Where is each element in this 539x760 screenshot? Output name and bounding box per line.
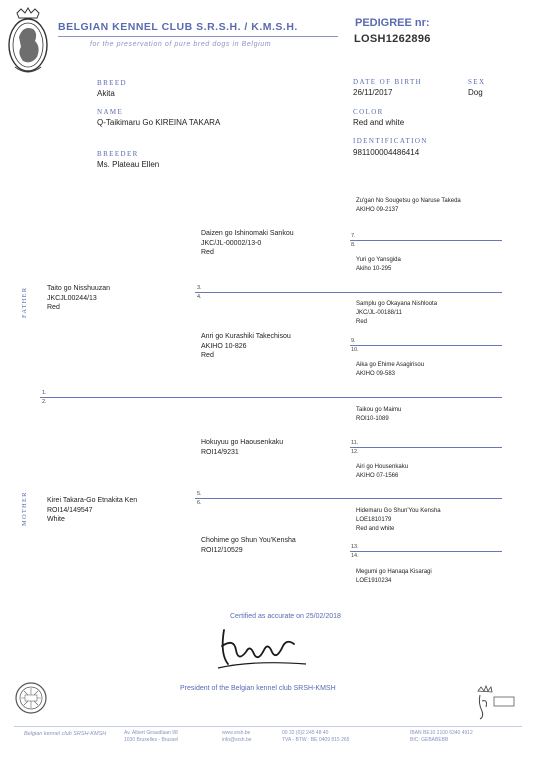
ggp-mfm-entry — [356, 463, 408, 481]
line-number-1: 1. — [42, 390, 47, 396]
paternal-grandfather-reg: JKC/JL-00002/13-0 — [201, 239, 262, 247]
fci-emblem-icon — [14, 681, 48, 715]
footer-email: info@srsh.be — [222, 737, 252, 743]
ggp-fff-reg: AKIHO 09-2137 — [356, 207, 399, 213]
ggp-mmm-reg: LOE1910234 — [356, 578, 392, 584]
father-color: Red — [47, 304, 60, 311]
line-number-5: 5. — [197, 491, 202, 497]
ggp-mmm-entry — [356, 568, 432, 586]
line-number-9: 9. — [351, 338, 356, 344]
name-label: NAME — [97, 108, 124, 116]
footer-phone: 00 32 (0)2 245 48 40 — [282, 730, 329, 736]
dob-value: 26/11/2017 — [353, 88, 393, 97]
footer-bank — [410, 730, 473, 744]
breeder-value: Ms. Plateau Ellen — [97, 160, 160, 169]
color-value: Red and white — [353, 118, 405, 127]
breed-label: BREED — [97, 79, 127, 87]
pedigree-line-11 — [350, 447, 502, 448]
sex-value: Dog — [468, 88, 483, 97]
ggp-mmf-name: Hidemaru Go Shun'You Kensha — [356, 508, 441, 514]
maternal-grandmother-reg: ROI12/10529 — [201, 546, 243, 554]
breeder-label: BREEDER — [97, 150, 139, 158]
paternal-grandmother-reg: AKIHO 10-826 — [201, 342, 247, 350]
footer-vat: TVA - BTW : BE 0409 815 265 — [282, 737, 350, 743]
pedigree-line-3 — [195, 292, 502, 293]
maternal-grandfather-name: Hokuyuu go Haousenkaku — [201, 439, 284, 446]
ggp-ffm-reg: Akiho 10-295 — [356, 266, 392, 272]
footer-iban: IBAN BE10 2100 6340 4912 — [410, 730, 473, 736]
pedigree-line-9 — [350, 345, 502, 346]
breed-value: Akita — [97, 89, 115, 98]
ggp-ffm-name: Yuri go Yansgida — [356, 257, 401, 263]
maternal-grandmother-name: Chohime go Shun You'Kensha — [201, 537, 296, 544]
mother-entry — [47, 496, 137, 525]
fci-logo — [14, 681, 48, 715]
ggp-mmm-name: Megumi go Hanaqa Kisaragi — [356, 569, 432, 575]
ggp-fmf-color: Red — [356, 319, 368, 325]
ggp-fff-name: Zu'gan No Sougetsu go Naruse Takeda — [356, 198, 461, 204]
footer-address-line2: 1030 Bruxelles - Brussel — [124, 737, 179, 743]
ggp-mff-reg: ROI10-1089 — [356, 416, 389, 422]
mother-color: White — [47, 516, 65, 523]
ggp-fff-entry — [356, 197, 461, 215]
line-number-3: 3. — [197, 285, 202, 291]
president-signature — [214, 624, 310, 672]
club-title: BELGIAN KENNEL CLUB S.R.S.H. / K.M.S.H. — [58, 21, 298, 33]
paternal-grandfather-color: Red — [201, 249, 214, 256]
ggp-fmm-name: Aika go Ehime Asagirisou — [356, 362, 425, 368]
line-number-8: 8. — [351, 242, 356, 248]
losh-dog-logo-icon — [472, 683, 518, 721]
lion-crest-icon — [5, 7, 51, 83]
footer-bic: BIC: GEBABEBB — [410, 737, 449, 743]
pedigree-number: LOSH1262896 — [354, 33, 431, 45]
certification-text: Certified as accurate on 25/02/2018 — [230, 613, 341, 620]
father-entry — [47, 284, 110, 313]
paternal-grandfather-name: Daizen go Ishinomaki Sankou — [201, 230, 294, 237]
pedigree-label: PEDIGREE nr: — [355, 17, 430, 29]
footer-club: Belgian kennel club SRSH-KMSH — [24, 731, 107, 737]
ggp-mfm-name: Airi go Housenkaku — [356, 464, 409, 470]
pedigree-line-5 — [195, 498, 502, 499]
line-number-4: 4. — [197, 294, 202, 300]
paternal-grandmother-color: Red — [201, 352, 214, 359]
father-reg: JKCJL00244/13 — [47, 294, 97, 302]
ggp-mmf-reg: LOE1810179 — [356, 517, 392, 523]
footer-address-line1: Av. Albert Giraudlaan 98 — [124, 730, 178, 736]
line-number-12: 12. — [351, 449, 359, 455]
pedigree-line-7 — [350, 240, 502, 241]
ggp-fmm-entry — [356, 361, 424, 379]
father-name: Taito go Nisshuuzan — [47, 285, 111, 292]
father-side-label: FATHER — [21, 286, 28, 318]
line-number-2: 2. — [42, 399, 47, 405]
paternal-grandfather-entry — [201, 229, 294, 258]
ggp-mff-name: Taikou go Maimu — [356, 407, 402, 413]
ggp-mff-entry — [356, 406, 401, 424]
ggp-mmf-entry — [356, 507, 441, 534]
footer-phone-block — [282, 730, 349, 744]
identification-value: 981100004486414 — [353, 148, 420, 157]
line-number-14: 14. — [351, 553, 359, 559]
paternal-grandmother-name: Anri go Kurashiki Takechisou — [201, 333, 291, 340]
line-number-10: 10. — [351, 347, 359, 353]
ggp-mmf-color: Red and white — [356, 526, 395, 532]
footer-address — [124, 730, 178, 744]
footer-web-url: www.srsh.be — [222, 730, 251, 736]
losh-logo — [472, 683, 518, 721]
club-crest — [5, 7, 51, 83]
header-divider — [58, 36, 338, 37]
president-caption: President of the Belgian kennel club SRSH-KMSH — [180, 685, 336, 692]
line-number-7: 7. — [351, 233, 356, 239]
maternal-grandfather-reg: ROI14/9231 — [201, 448, 239, 456]
ggp-mfm-reg: AKIHO 07-1566 — [356, 473, 399, 479]
mother-side-label: MOTHER — [21, 491, 28, 526]
footer-web — [222, 730, 252, 744]
paternal-grandmother-entry — [201, 332, 291, 361]
line-number-13: 13. — [351, 544, 359, 550]
identification-label: IDENTIFICATION — [353, 137, 428, 145]
line-number-11: 11. — [351, 440, 359, 446]
footer-divider — [14, 726, 522, 727]
ggp-fmm-reg: AKIHO 09-583 — [356, 371, 396, 377]
dob-label: DATE OF BIRTH — [353, 78, 423, 86]
club-subtitle: for the preservation of pure bred dogs in Belgium — [90, 41, 272, 48]
pedigree-line-1 — [40, 397, 502, 398]
name-value: Q-Taikimaru Go KIREINA TAKARA — [97, 118, 221, 127]
line-number-6: 6. — [197, 500, 202, 506]
sex-label: SEX — [468, 78, 486, 86]
ggp-fmf-entry — [356, 300, 437, 327]
maternal-grandmother-entry — [201, 536, 296, 555]
mother-reg: ROI14/149547 — [47, 506, 93, 514]
ggp-fmf-reg: JKC/JL-00188/11 — [356, 310, 402, 316]
pedigree-line-13 — [350, 551, 502, 552]
maternal-grandfather-entry — [201, 438, 283, 457]
ggp-ffm-entry — [356, 256, 401, 274]
mother-name: Kirei Takara-Go Etnakita Ken — [47, 497, 138, 504]
color-label: COLOR — [353, 108, 384, 116]
ggp-fmf-name: Samplu go Okayana Nishloota — [356, 301, 438, 307]
